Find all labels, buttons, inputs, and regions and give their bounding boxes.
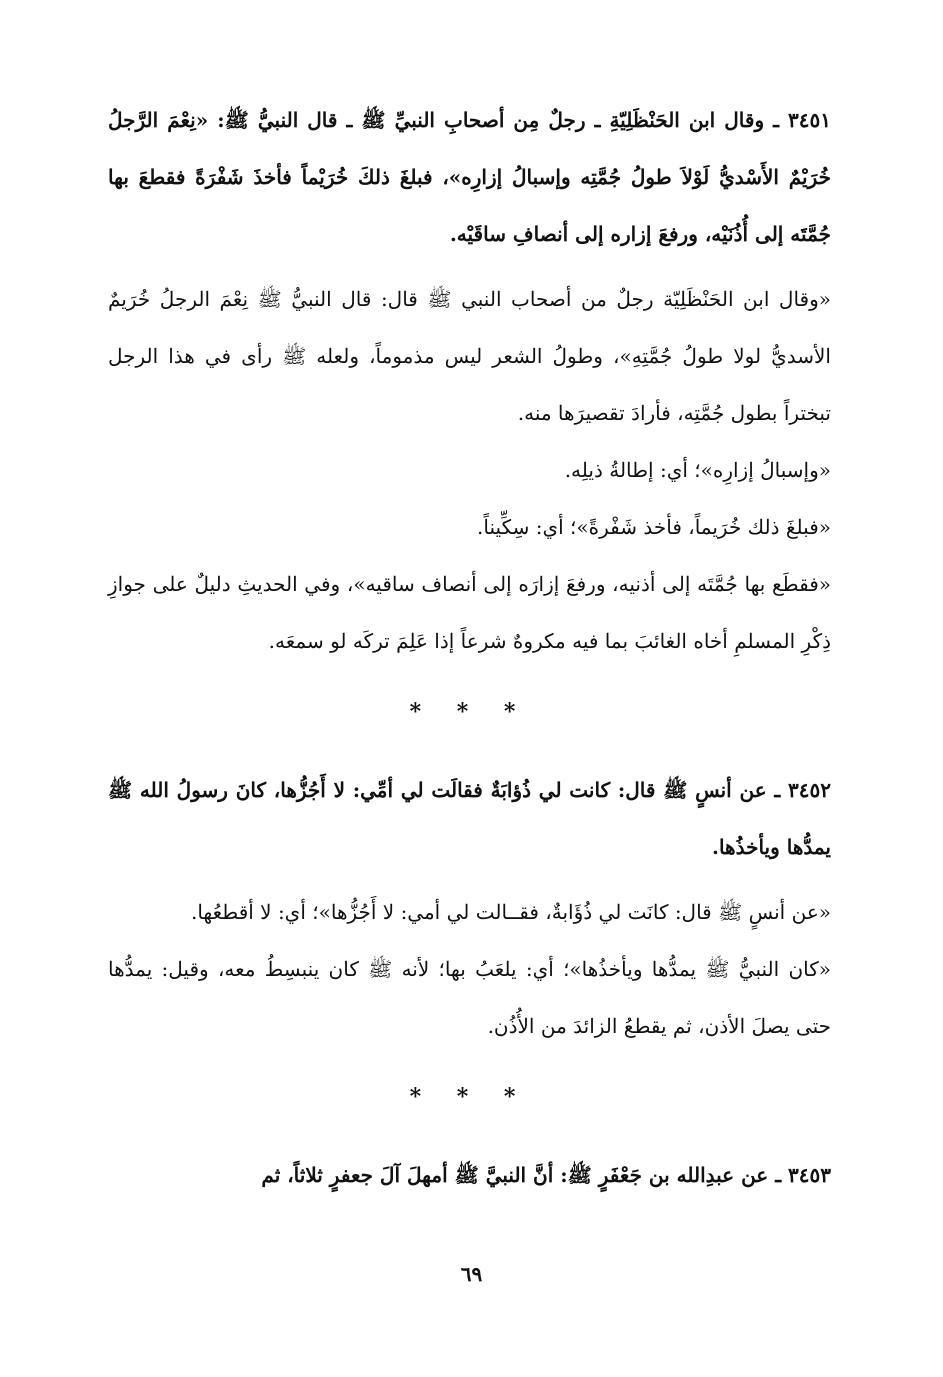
commentary-paragraph: «فبلغَ ذلك خُرَيماً، فأخذ شَفْرةً»؛ أي: سِكِّيناً. — [477, 515, 831, 539]
hadith-3451: ٣٤٥١ ـ وقال ابن الحَنْظَلِيّةِ ـ رجلٌ مِن أصحابِ النبيِّ ﷺ ـ قال النبيُّ ﷺ: «نِعْمَ الرَّجلُ خُرَيْمٌ الأَسْديُّ لَوْلاَ طولُ جُمَّتِه وإسبالُ إزارِه»، فبلغَ ذلكَ خُرَيْماً فأخذَ شَفْرَةً فقطعَ بها جُمَّتَه إلى أُذُنَيْه، ورفعَ إزاره إلى أنصافِ ساقَيْه. — [108, 108, 831, 246]
section-separator: * * * — [409, 1084, 530, 1110]
section-separator: * * * — [409, 699, 530, 725]
commentary-paragraph: «كان النبيُّ ﷺ يمدُّها ويأخذُها»؛ أي: يلعَبُ بها؛ لأنه ﷺ كان ينبسِطُ معه، وقيل: يمدُّها حتى يصلَ الأذن، ثم يقطعُ الزائدَ من الأُذُن. — [108, 957, 831, 1038]
commentary-paragraph: «فقطَع بها جُمَّتَه إلى أذنيه، ورفعَ إزارَه إلى أنصاف ساقيه»، وفي الحديثِ دليلٌ على جوازِ ذِكْرِ المسلمِ أخاه الغائبَ بما فيه مكروهٌ شرعاً إذا عَلِمَ تركَه لو سمعَه. — [108, 572, 831, 653]
page-number: ٦٩ — [460, 1262, 483, 1286]
commentary-paragraph: «عن أنسٍ ﷺ قال: كانَت لي ذُؤَابةٌ، فقــالت لي أمي: لا أَجُزُّها»؛ أي: لا أقطعُها. — [190, 900, 831, 924]
commentary-paragraph: «وإسبالُ إزارِه»؛ أي: إطالةُ ذيلِه. — [564, 458, 831, 482]
commentary-paragraph: «وقال ابن الحَنْظَلِيّة رجلٌ من أصحاب النبي ﷺ قال: قال النبيُّ ﷺ نِعْمَ الرجلُ خُرَيمٌ الأسديُّ لولا طولُ جُمَّتِهِ»، وطولُ الشعر ليس مذموماً، ولعله ﷺ رأى في هذا الرجل تبختراً بطول جُمَّتِه، فأرادَ تقصيرَها منه. — [108, 287, 831, 425]
hadith-3453: ٣٤٥٣ ـ عن عبدِالله بن جَعْفَرٍ ﷺ: أنَّ النبيَّ ﷺ أمهلَ آلَ جعفرٍ ثلاثاً، ثم — [261, 1163, 831, 1187]
hadith-3452: ٣٤٥٢ ـ عن أنسٍ ﷺ قال: كانت لي ذُؤابَةٌ فقالَت لي أمِّي: لا أَجُزُّها، كانَ رسولُ الله ﷺ يمدُّها ويأخذُها. — [108, 778, 831, 859]
